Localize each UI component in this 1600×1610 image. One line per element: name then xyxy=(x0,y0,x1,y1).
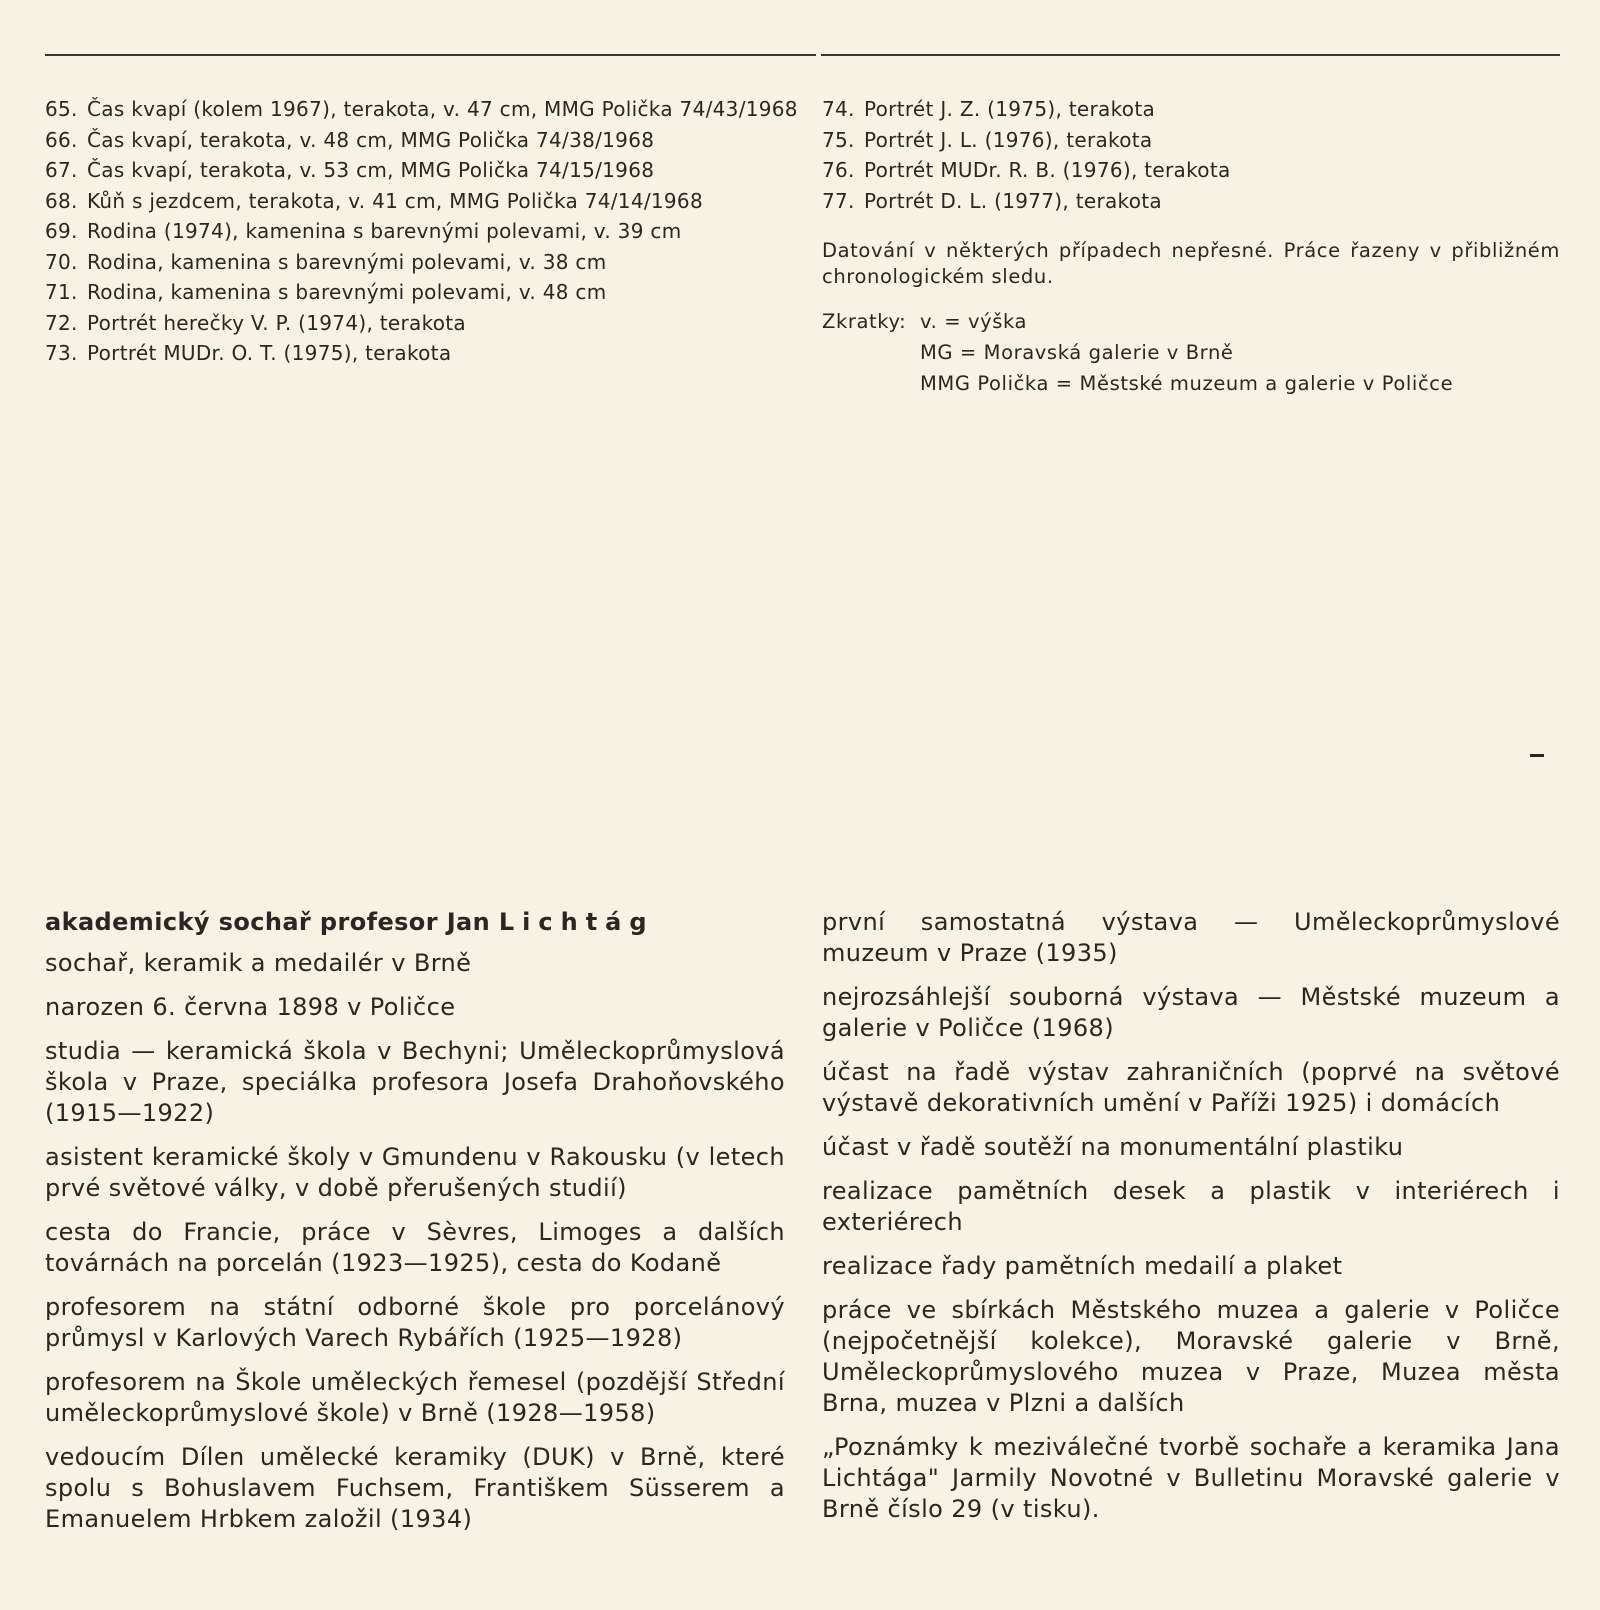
catalog-item xyxy=(45,155,805,186)
catalog-entry: Čas kvapí (kolem 1967), terakota, v. 47 cm, MMG Polička 74/43/1968 xyxy=(87,97,798,121)
catalog-item xyxy=(822,186,1562,217)
biography-paragraph: nejrozsáhlejší souborná výstava — Městské muzeum a galerie v Poličce (1968) xyxy=(822,983,1560,1042)
biography-heading xyxy=(45,907,785,938)
catalog-number: 68. xyxy=(45,188,78,213)
stray-dash-mark xyxy=(1530,754,1544,757)
catalog-item xyxy=(45,338,805,369)
catalog-number: 73. xyxy=(45,341,78,365)
biography-paragraph: práce ve sbírkách Městského muzea a galerie v Poličce (nejpočetnější kolekce), Moravské galerie v Brně, Uměleckoprůmyslového muzea v Praze, Muzea města Brna, muzea v Plzni a dalších xyxy=(822,1296,1560,1417)
catalog-list-left xyxy=(45,94,805,369)
catalog-number: 76. xyxy=(822,158,855,182)
catalog-number: 66. xyxy=(45,127,78,152)
biography-paragraph: narozen 6. června 1898 v Poličce xyxy=(45,993,456,1021)
biography-paragraph: cesta do Francie, práce v Sèvres, Limoges a dalších továrnách na porcelán (1923—1925), cesta do Kodaně xyxy=(45,1218,785,1277)
catalog-entry: Čas kvapí, terakota, v. 48 cm, MMG Polička 74/38/1968 xyxy=(87,127,655,152)
biography-paragraph: „Poznámky k meziválečné tvorbě sochaře a keramika Jana Lichtága" Jarmily Novotné v Bulletinu Moravské galerie v Brně číslo 29 (v tisku). xyxy=(822,1433,1560,1523)
catalog-item xyxy=(822,155,1562,186)
catalog-item xyxy=(45,277,805,308)
biography-paragraph: studia — keramická škola v Bechyni; Uměleckoprůmyslová škola v Praze, speciálka profesora Josefa Drahoňovského (1915—1922) xyxy=(45,1037,785,1127)
catalog-number: 65. xyxy=(45,97,78,121)
biography-paragraph: sochař, keramik a medailér v Brně xyxy=(45,949,472,977)
catalog-item xyxy=(45,125,805,156)
catalog-entry: Rodina, kamenina s barevnými polevami, v. 38 cm xyxy=(87,249,607,274)
catalog-item xyxy=(45,247,805,278)
top-rule-left xyxy=(45,54,816,56)
catalog-item xyxy=(822,125,1562,156)
catalog-item xyxy=(45,186,805,217)
biography-paragraph: první samostatná výstava — Uměleckoprůmyslové muzeum v Praze (1935) xyxy=(822,908,1560,967)
catalog-number: 77. xyxy=(822,188,855,213)
dating-note: Datování v některých případech nepřesné. Práce řazeny v přibližném chronologickém sledu. xyxy=(822,239,1560,288)
heading-prefix: akademický sochař profesor Jan xyxy=(45,908,491,936)
catalog-item xyxy=(822,94,1562,125)
catalog-number: 67. xyxy=(45,158,78,182)
catalog-entry: Portrét herečky V. P. (1974), terakota xyxy=(87,310,466,335)
catalog-number: 74. xyxy=(822,97,855,121)
biography-paragraph: realizace řady pamětních medailí a plaket xyxy=(822,1252,1343,1280)
biography-paragraph: profesorem na Škole uměleckých řemesel (pozdější Střední uměleckoprůmyslové škole) v Brně (1928—1958) xyxy=(45,1368,785,1427)
catalog-entry: Čas kvapí, terakota, v. 53 cm, MMG Polička 74/15/1968 xyxy=(87,158,655,182)
biography-paragraph: vedoucím Dílen umělecké keramiky (DUK) v Brně, které spolu s Bohuslavem Fuchsem, Františkem Süsserem a Emanuelem Hrbkem založil (1934) xyxy=(45,1443,785,1533)
abbreviation-entry: MMG Polička = Městské muzeum a galerie v Poličce xyxy=(920,372,1454,395)
abbreviations-label: Zkratky: xyxy=(822,310,907,333)
catalog-item xyxy=(45,94,805,125)
catalog-number: 70. xyxy=(45,249,78,274)
biography-left xyxy=(45,907,785,1548)
catalog-number: 69. xyxy=(45,219,78,243)
catalog-number: 72. xyxy=(45,310,78,335)
abbreviation-entry: v. = výška xyxy=(920,310,1028,333)
catalog-number: 71. xyxy=(45,280,78,304)
biography-paragraph: účast na řadě výstav zahraničních (poprvé na světové výstavě dekorativních umění v Paříži 1925) i domácích xyxy=(822,1058,1560,1117)
catalog-entry: Rodina, kamenina s barevnými polevami, v. 48 cm xyxy=(87,280,607,304)
catalog-entry: Kůň s jezdcem, terakota, v. 41 cm, MMG Polička 74/14/1968 xyxy=(87,188,703,213)
abbreviation-entry: MG = Moravská galerie v Brně xyxy=(920,341,1234,364)
catalog-item xyxy=(45,216,805,247)
catalog-entry: Portrét MUDr. R. B. (1976), terakota xyxy=(864,158,1231,182)
catalog-item xyxy=(45,308,805,339)
heading-surname: Lichtág xyxy=(498,908,655,936)
abbreviations xyxy=(822,306,1560,399)
catalog-entry: Portrét D. L. (1977), terakota xyxy=(864,188,1162,213)
biography-right xyxy=(822,907,1560,1538)
catalog-list-right xyxy=(822,94,1562,216)
biography-paragraph: účast v řadě soutěží na monumentální plastiku xyxy=(822,1133,1404,1161)
catalog-entry: Portrét J. L. (1976), terakota xyxy=(864,127,1153,152)
catalog-entry: Portrét J. Z. (1975), terakota xyxy=(864,97,1156,121)
top-rule-right xyxy=(821,54,1560,56)
biography-paragraph: asistent keramické školy v Gmundenu v Rakousku (v letech prvé světové války, v době přerušených studií) xyxy=(45,1143,785,1202)
biography-paragraph: realizace pamětních desek a plastik v interiérech i exteriérech xyxy=(822,1177,1560,1236)
catalog-entry: Rodina (1974), kamenina s barevnými polevami, v. 39 cm xyxy=(87,219,682,243)
biography-paragraph: profesorem na státní odborné škole pro porcelánový průmysl v Karlových Varech Rybářích (1925—1928) xyxy=(45,1293,785,1352)
catalog-notes xyxy=(822,238,1560,399)
catalog-number: 75. xyxy=(822,127,855,152)
catalog-entry: Portrét MUDr. O. T. (1975), terakota xyxy=(87,341,452,365)
